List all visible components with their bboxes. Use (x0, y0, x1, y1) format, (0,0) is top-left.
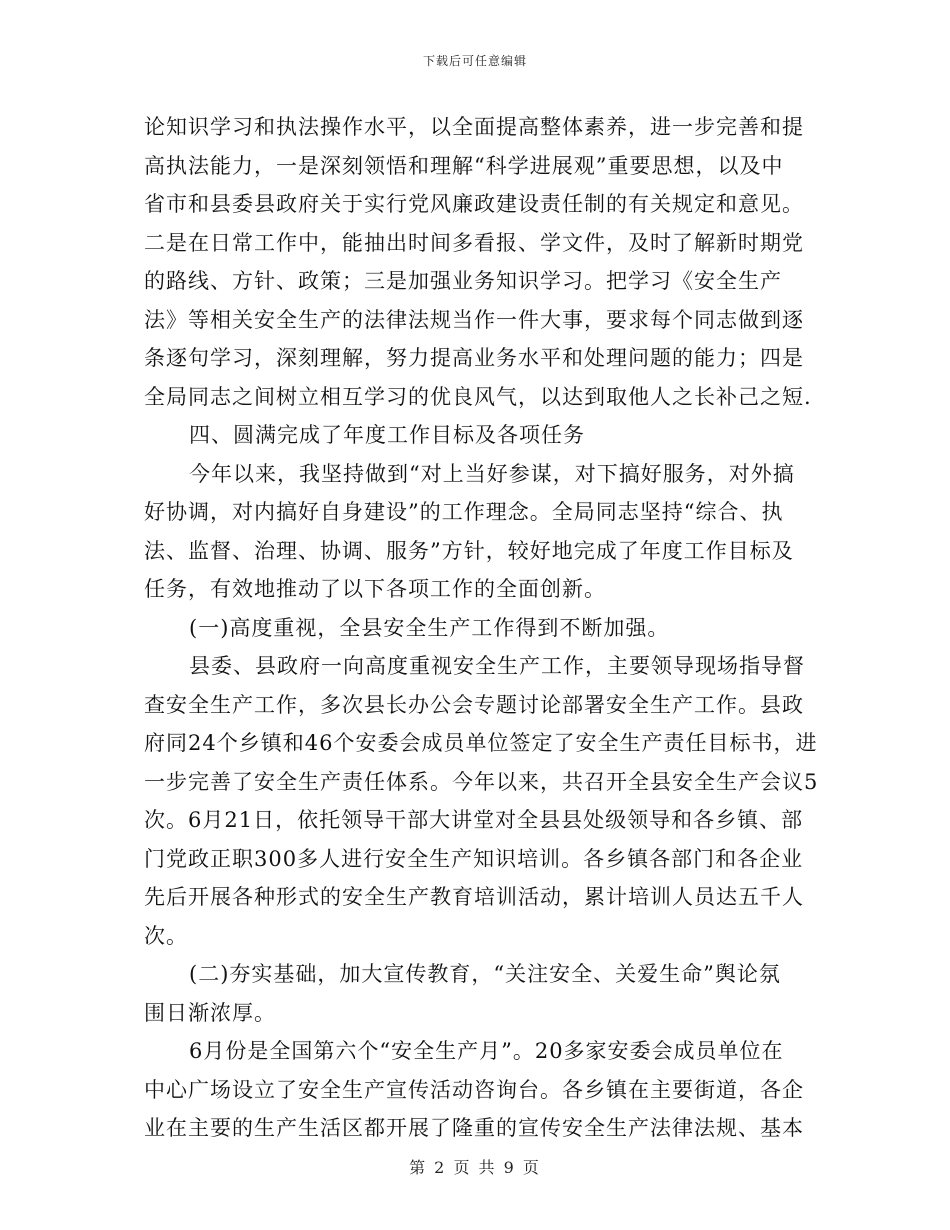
page-number-footer: 第 2 页 共 9 页 (409, 1158, 541, 1177)
body-line: 的路线、方针、政策；三是加强业务知识学习。把学习《安全生产 (144, 269, 782, 293)
body-line: 二是在日常工作中，能抽出时间多看报、学文件，及时了解新时期党 (144, 230, 804, 255)
document-body (144, 108, 819, 1148)
body-line: 任务，有效地推动了以下各项工作的全面创新。 (144, 577, 606, 601)
body-line: 次。6月21日，依托领导干部大讲堂对全县县处级领导和各乡镇、部 (144, 808, 804, 832)
body-line: 查安全生产工作，多次县长办公会专题讨论部署安全生产工作。县政 (144, 692, 804, 717)
body-line: 门党政正职300多人进行安全生产知识培训。各乡镇各部门和各企业 (144, 846, 804, 871)
body-line: 今年以来，我坚持做到“对上当好参谋，对下搞好服务，对外搞 (189, 461, 795, 486)
body-line: 条逐句学习，深刻理解，努力提高业务水平和处理问题的能力；四是 (144, 346, 804, 370)
body-line: 一步完善了安全生产责任体系。今年以来，共召开全县安全生产会议5 (144, 769, 819, 794)
section-heading: 四、圆满完成了年度工作目标及各项任务 (189, 423, 585, 447)
body-line: 好协调，对内搞好自身建设”的工作理念。全局同志坚持“综合、执 (144, 500, 784, 524)
subsection-heading: (二)夯实基础，加大宣传教育，“关注安全、关爱生命”舆论氛 (189, 962, 781, 986)
body-line: 次。 (144, 923, 188, 948)
body-line: 6月份是全国第六个“安全生产月”。20多家安委会成员单位在 (189, 1039, 784, 1063)
body-line: 先后开展各种形式的安全生产教育培训活动，累计培训人员达五千人 (144, 885, 804, 909)
body-line: 中心广场设立了安全生产宣传活动咨询台。各乡镇在主要街道，各企 (144, 1077, 804, 1102)
body-line: 围日渐浓厚。 (144, 1000, 276, 1025)
page-header-note: 下载后可任意编辑 (422, 54, 527, 68)
subsection-heading: (一)高度重视，全县安全生产工作得到不断加强。 (189, 615, 670, 640)
body-line: 省市和县委县政府关于实行党风廉政建设责任制的有关规定和意见。 (144, 192, 804, 216)
body-line: 府同24个乡镇和46个安委会成员单位签定了安全生产责任目标书，进 (144, 731, 818, 755)
body-line: 高执法能力，一是深刻领悟和理解“科学进展观”重要思想，以及中 (144, 153, 784, 178)
body-line: 县委、县政府一向高度重视安全生产工作，主要领导现场指导督 (189, 654, 805, 678)
body-line: 业在主要的生产生活区都开展了隆重的宣传安全生产法律法规、基本 (144, 1116, 804, 1140)
body-line: 论知识学习和执法操作水平，以全面提高整体素养，进一步完善和提 (144, 115, 804, 139)
body-line: 全局同志之间树立相互学习的优良风气，以达到取他人之长补己之短. (144, 384, 812, 409)
body-line: 法》等相关安全生产的法律法规当作一件大事，要求每个同志做到逐 (144, 307, 804, 332)
body-line: 法、监督、治理、协调、服务”方针，较好地完成了年度工作目标及 (144, 538, 794, 563)
